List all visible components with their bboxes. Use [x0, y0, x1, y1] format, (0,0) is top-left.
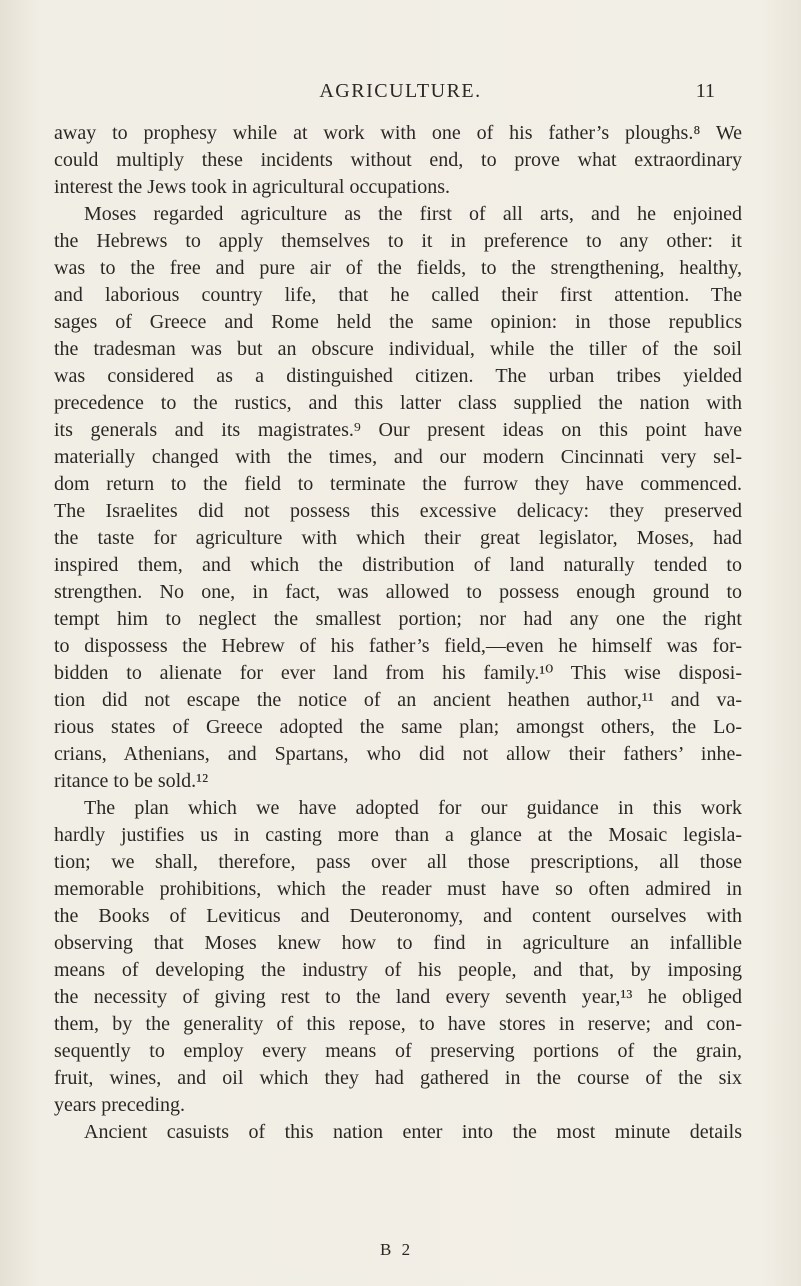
text-line: the tradesman was but an obscure individual, while the tiller of the soil — [54, 338, 742, 360]
text-line: Moses regarded agriculture as the first of all arts, and he enjoined — [84, 203, 742, 225]
text-line: observing that Moses knew how to find in agriculture an infallible — [54, 932, 742, 954]
text-line: inspired them, and which the distribution of land naturally tended to — [54, 554, 742, 576]
text-line: them, by the generality of this repose, to have stores in reserve; and con- — [54, 1013, 742, 1035]
text-line: interest the Jews took in agricultural occupations. — [54, 176, 451, 198]
text-line: tempt him to neglect the smallest portion; nor had any one the right — [54, 608, 742, 630]
text-line: sages of Greece and Rome held the same opinion: in those republics — [54, 311, 742, 333]
text-line: strengthen. No one, in fact, was allowed to possess enough ground to — [54, 581, 742, 603]
text-line: fruit, wines, and oil which they had gathered in the course of the six — [54, 1067, 742, 1089]
text-line: rious states of Greece adopted the same plan; amongst others, the Lo- — [54, 716, 742, 738]
text-line: and laborious country life, that he called their first attention. The — [54, 284, 742, 306]
text-line: tion; we shall, therefore, pass over all those prescriptions, all those — [54, 851, 742, 873]
text-line: was to the free and pure air of the fields, to the strengthening, healthy, — [54, 257, 742, 279]
page-number: 11 — [695, 80, 715, 102]
text-line: dom return to the field to terminate the furrow they have commenced. — [54, 473, 742, 495]
text-line: means of developing the industry of his people, and that, by imposing — [54, 959, 742, 981]
running-head: AGRICULTURE. — [319, 80, 482, 102]
text-line: ritance to be sold.¹² — [54, 770, 209, 792]
body-text — [54, 120, 742, 1146]
text-line: crians, Athenians, and Spartans, who did not allow their fathers’ inhe- — [54, 743, 742, 765]
text-line: the Hebrews to apply themselves to it in preference to any other: it — [54, 230, 742, 252]
text-line: the Books of Leviticus and Deuteronomy, and content ourselves with — [54, 905, 742, 927]
text-line: sequently to employ every means of preserving portions of the grain, — [54, 1040, 742, 1062]
text-line: precedence to the rustics, and this latter class supplied the nation with — [54, 392, 742, 414]
text-line: memorable prohibitions, which the reader must have so often admired in — [54, 878, 742, 900]
text-line: Ancient casuists of this nation enter into the most minute details — [84, 1121, 742, 1143]
text-line: materially changed with the times, and our modern Cincinnati very sel- — [54, 446, 742, 468]
text-line: was considered as a distinguished citizen. The urban tribes yielded — [54, 365, 742, 387]
text-line: The Israelites did not possess this excessive delicacy: they preserved — [54, 500, 742, 522]
text-line: its generals and its magistrates.⁹ Our present ideas on this point have — [54, 419, 742, 441]
page-header — [0, 80, 801, 110]
text-line: bidden to alienate for ever land from his family.¹⁰ This wise disposi- — [54, 662, 742, 684]
text-line: The plan which we have adopted for our guidance in this work — [84, 797, 742, 819]
signature-mark: B 2 — [380, 1240, 414, 1259]
text-line: could multiply these incidents without end, to prove what extraordinary — [54, 149, 742, 171]
text-line: away to prophesy while at work with one of his father’s ploughs.⁸ We — [54, 122, 742, 144]
text-line: tion did not escape the notice of an ancient heathen author,¹¹ and va- — [54, 689, 742, 711]
text-line: hardly justifies us in casting more than a glance at the Mosaic legisla- — [54, 824, 742, 846]
text-line: the taste for agriculture with which their great legislator, Moses, had — [54, 527, 742, 549]
text-line: years preceding. — [54, 1094, 186, 1116]
text-line: the necessity of giving rest to the land every seventh year,¹³ he obliged — [54, 986, 742, 1008]
text-line: to dispossess the Hebrew of his father’s field,—even he himself was for- — [54, 635, 742, 657]
